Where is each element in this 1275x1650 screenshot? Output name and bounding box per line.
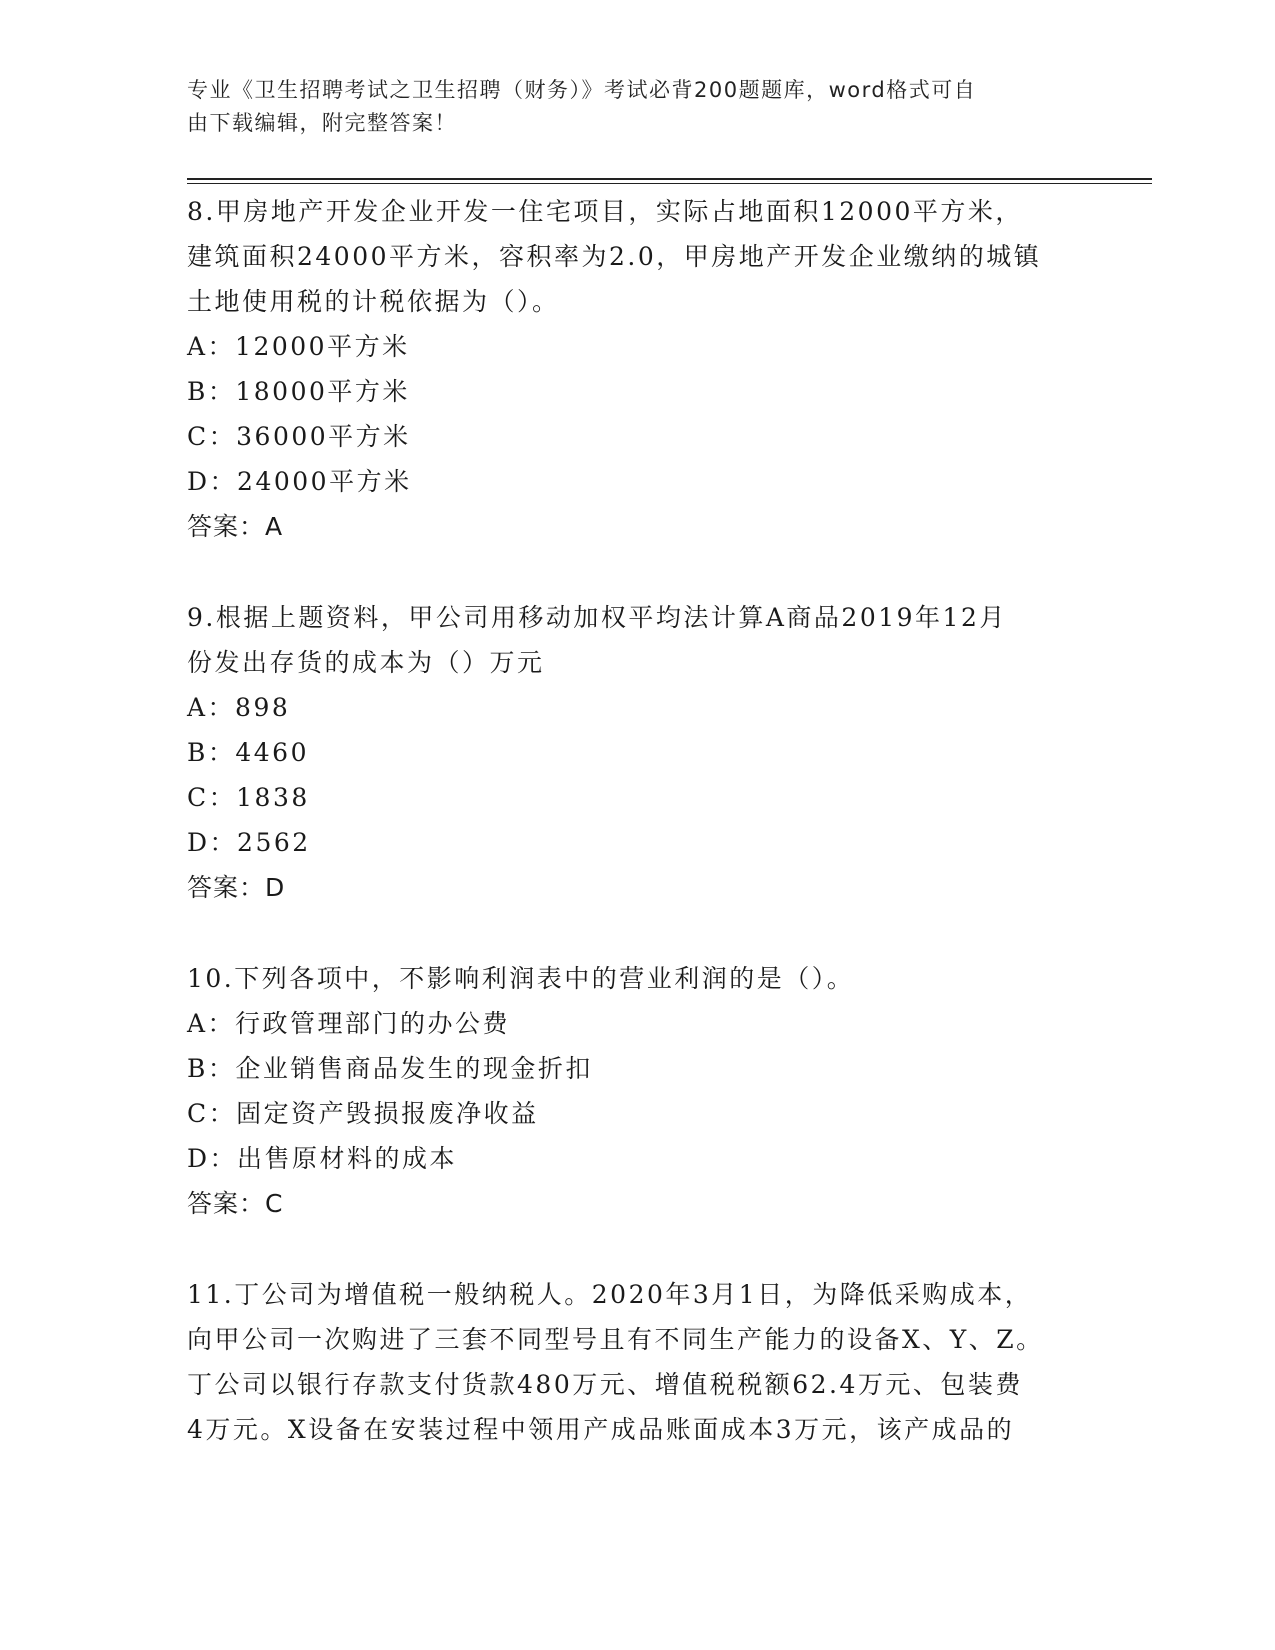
question-9 (187, 595, 1087, 910)
question-text-line: 11.丁公司为增值税一般纳税人。2020年3月1日，为降低采购成本， (187, 1280, 1033, 1309)
option-a: A：行政管理部门的办公费 (187, 1009, 511, 1038)
question-8 (187, 189, 1087, 549)
question-text-line: 9.根据上题资料，甲公司用移动加权平均法计算A商品2019年12月 (187, 603, 1007, 632)
question-text-line: 份发出存货的成本为（）万元 (187, 648, 545, 677)
option-d: D：出售原材料的成本 (187, 1144, 458, 1173)
header-rule-thin (187, 183, 1152, 184)
option-d: D：2562 (187, 828, 311, 857)
option-a: A：898 (187, 693, 291, 722)
question-text-line: 建筑面积24000平方米，容积率为2.0，甲房地产开发企业缴纳的城镇 (187, 242, 1042, 271)
header-rule-thick (187, 178, 1152, 180)
option-b: B：18000平方米 (187, 377, 410, 406)
option-c: C：固定资产毁损报废净收益 (187, 1099, 539, 1128)
option-a: A：12000平方米 (187, 332, 410, 361)
option-b: B：4460 (187, 738, 309, 767)
option-c: C：36000平方米 (187, 422, 411, 451)
spacer (187, 910, 1087, 956)
question-text-line: 丁公司以银行存款支付货款480万元、增值税税额62.4万元、包装费 (187, 1370, 1023, 1399)
answer: 答案：C (187, 1189, 284, 1218)
document-header (187, 74, 1067, 140)
spacer (187, 549, 1087, 595)
question-list (187, 189, 1087, 1452)
question-text-line: 10.下列各项中，不影响利润表中的营业利润的是（）。 (187, 964, 855, 993)
header-line-1: 专业《卫生招聘考试之卫生招聘（财务）》考试必背200题题库，word格式可自 (187, 78, 977, 102)
option-d: D：24000平方米 (187, 467, 412, 496)
answer: 答案：A (187, 512, 284, 541)
question-text-line: 8.甲房地产开发企业开发一住宅项目，实际占地面积12000平方米， (187, 197, 1023, 226)
option-c: C：1838 (187, 783, 310, 812)
question-text-line: 4万元。X设备在安装过程中领用产成品账面成本3万元，该产成品的 (187, 1415, 1015, 1444)
question-text-line: 土地使用税的计税依据为（）。 (187, 287, 560, 316)
spacer (187, 1226, 1087, 1272)
header-line-2: 由下载编辑，附完整答案！ (187, 111, 457, 135)
answer: 答案：D (187, 873, 286, 902)
question-text-line: 向甲公司一次购进了三套不同型号且有不同生产能力的设备X、Y、Z。 (187, 1325, 1044, 1354)
option-b: B：企业销售商品发生的现金折扣 (187, 1054, 593, 1083)
question-10 (187, 956, 1087, 1226)
question-11 (187, 1272, 1087, 1452)
